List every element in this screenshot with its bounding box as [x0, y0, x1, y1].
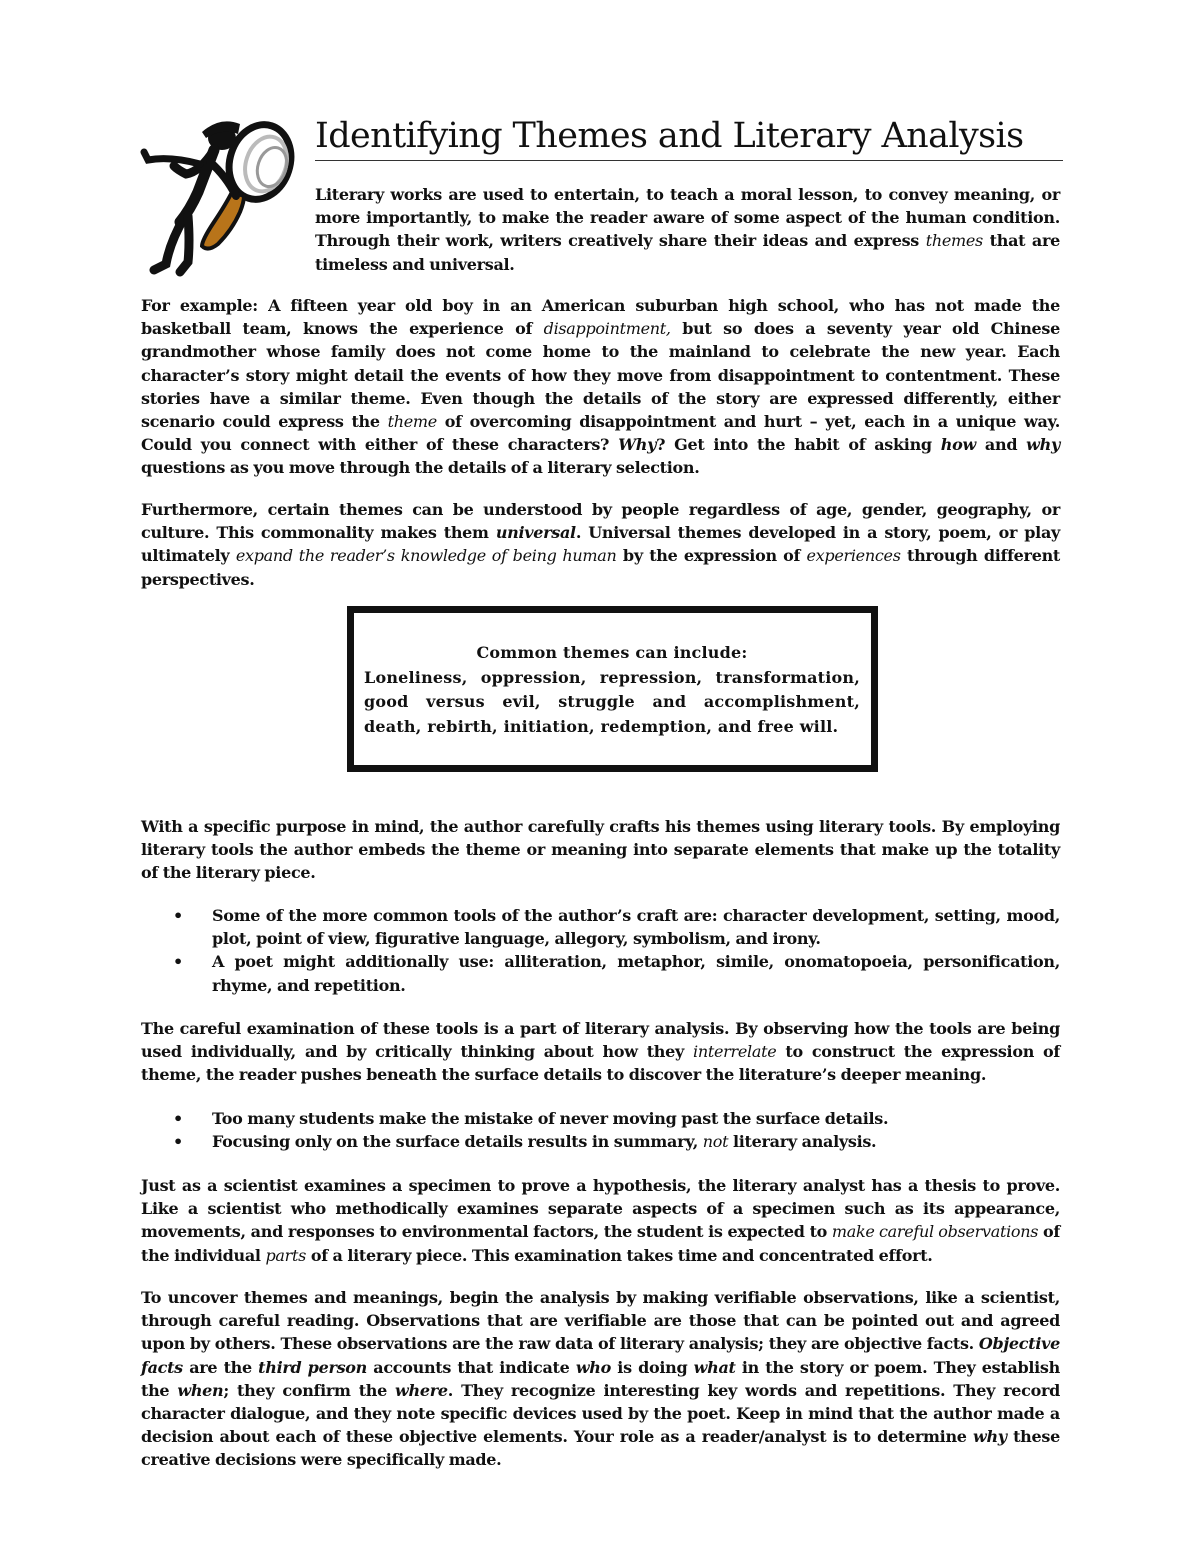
- common-themes-heading: Common themes can include:: [476, 643, 748, 662]
- page-title: Identifying Themes and Literary Analysis: [315, 113, 1063, 161]
- list-item: • Focusing only on the surface details results in summary, not literary analysis.: [173, 1132, 877, 1152]
- surface-details-bullet-list: [141, 1107, 1060, 1153]
- list-item: • Some of the more common tools of the author’s craft are: character development, setting, mood, plot, point of view, figurative language, allegory, symbolism, and irony.: [173, 906, 1060, 949]
- common-themes-list: Loneliness, oppression, repression, transformation, good versus evil, struggle and accomplishment, death, rebirth, initiation, redemption, and free will.: [364, 667, 860, 736]
- scientist-paragraph: Just as a scientist examines a specimen to prove a hypothesis, the literary analyst has a thesis to prove. Like a scientist who methodically examines separate aspects of a specimen such as its appearance, movements, and responses to environmental factors, the student is expected to make careful observations of the individual parts of a literary piece. This examination takes time and concentrated effort.: [141, 1176, 1060, 1265]
- universal-themes-paragraph: Furthermore, certain themes can be understood by people regardless of age, gender, geography, or culture. This commonality makes them universal. Universal themes developed in a story, poem, or play ultimately expand the reader’s knowledge of being human by the expression of experiences through different perspectives.: [141, 500, 1061, 589]
- intro-paragraph: Literary works are used to entertain, to teach a moral lesson, to convey meaning, or more importantly, to make the reader aware of some aspect of the human condition. Through their work, writers creatively share their ideas and express themes that are timeless and universal.: [315, 185, 1060, 274]
- literary-tools-paragraph: With a specific purpose in mind, the author carefully crafts his themes using literary tools. By employing literary tools the author embeds the theme or meaning into separate elements that make up the totality of the literary piece.: [141, 817, 1060, 883]
- list-item: • Too many students make the mistake of never moving past the surface details.: [173, 1109, 889, 1128]
- example-paragraph: For example: A fifteen year old boy in an American suburban high school, who has not made the basketball team, knows the experience of disappointment, but so does a seventy year old Chinese grandmother whose family does not come home to the mainland to celebrate the new year. Each character’s story might detail the events of how they move from disappointment to contentment. These stories have a similar theme. Even though the details of the story are expressed differently, either scenario could express the theme of overcoming disappointment and hurt – yet, each in a unique way. Could you connect with either of these characters? Why? Get into the habit of asking how and why questions as you move through the details of a literary selection.: [141, 296, 1061, 478]
- list-item: • A poet might additionally use: alliteration, metaphor, simile, onomatopoeia, personification, rhyme, and repetition.: [173, 952, 1060, 995]
- tools-bullet-list: [141, 904, 1060, 997]
- common-themes-box: [347, 606, 878, 772]
- observations-paragraph: To uncover themes and meanings, begin the analysis by making verifiable observations, like a scientist, through careful reading. Observations that are verifiable are those that can be pointed out and agreed upon by others. These observations are the raw data of literary analysis; they are objective facts. Objective facts are the third person accounts that indicate who is doing what in the story or poem. They establish the when; they confirm the where. They recognize interesting key words and repetitions. They record character dialogue, and they note specific devices used by the poet. Keep in mind that the author made a decision about each of these objective elements. Your role as a reader/analyst is to determine why these creative decisions were specifically made.: [141, 1288, 1060, 1470]
- detective-magnifying-glass-icon: [140, 112, 302, 280]
- analysis-paragraph: The careful examination of these tools is a part of literary analysis. By observing how the tools are being used individually, and by critically thinking about how they interrelate to construct the expression of theme, the reader pushes beneath the surface details to discover the literature’s deeper meaning.: [141, 1019, 1060, 1085]
